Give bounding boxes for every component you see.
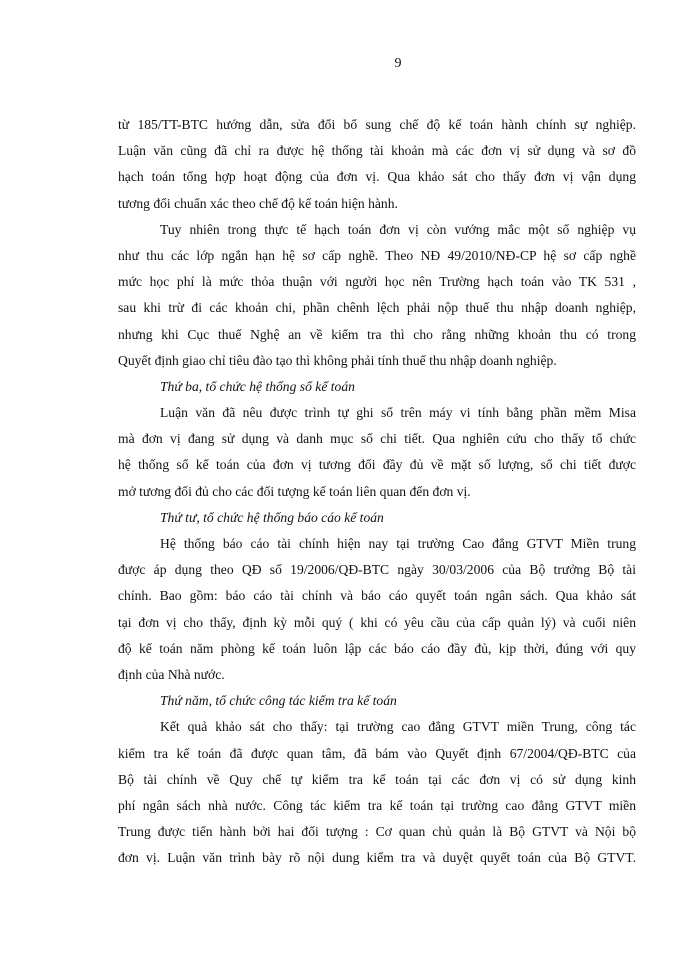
section-heading: Thứ năm, tổ chức công tác kiểm tra kế toán [160, 693, 397, 709]
text-line: tại đơn vị cho thấy, định kỳ mỗi quý ( khi có yêu cầu của cấp quản lý) và cuối niên [118, 614, 636, 630]
text-line: Tuy nhiên trong thực tế hạch toán đơn vị còn vướng mắc một số nghiệp vụ [160, 221, 636, 237]
text-line: mà đơn vị đang sử dụng và danh mục sổ chi tiết. Qua nghiên cứu cho thấy tổ chức [118, 431, 636, 447]
text-line: Luận văn đã nêu được trình tự ghi sổ trên máy vi tính bằng phần mềm Misa [160, 405, 636, 421]
document-body [118, 112, 636, 871]
text-line: nhưng khi Cục thuế Nghệ an về kiểm tra thì cho rằng những khoản thu có trong [118, 326, 636, 342]
text-line: được áp dụng theo QĐ số 19/2006/QĐ-BTC ngày 30/03/2006 của Bộ trưởng Bộ tài [118, 562, 636, 578]
text-line: tương đối chuẩn xác theo chế độ kế toán hiện hành. [118, 195, 398, 211]
text-line: đơn vị. Luận văn trình bày rõ nội dung kiểm tra và duyệt quyết toán của Bộ GTVT. [118, 850, 636, 866]
text-line: hạch toán tổng hợp hoạt động của đơn vị. Qua khảo sát cho thấy đơn vị vận dụng [118, 169, 636, 185]
page-number: 9 [394, 56, 402, 71]
text-line: kiểm tra kế toán đã được quan tâm, đã bám vào Quyết định 67/2004/QĐ-BTC của [118, 745, 636, 761]
text-line: Luận văn cũng đã chỉ ra được hệ thống tài khoản mà các đơn vị sử dụng và sơ đồ [118, 143, 636, 159]
text-line: mức học phí là mức thỏa thuận với người học nên Trường hạch toán vào TK 531 , [118, 274, 636, 290]
text-line: hệ thống sổ kế toán của đơn vị tương đối đầy đủ về mặt số lượng, sổ chi tiết được [118, 457, 636, 473]
text-line: phí ngân sách nhà nước. Công tác kiểm tra kế toán tại trường cao đẳng GTVT miền [118, 797, 636, 813]
text-line: sau khi trừ đi các khoản chi, phần chênh lệch phải nộp thuế thu nhập doanh nghiệp, [118, 300, 636, 316]
section-heading: Thứ ba, tổ chức hệ thống sổ kế toán [160, 378, 355, 394]
text-line: chính. Bao gồm: báo cáo tài chính và báo cáo quyết toán ngân sách. Qua khảo sát [118, 588, 636, 604]
text-line: độ kế toán năm phòng kế toán luôn lập các báo cáo đầy đủ, kịp thời, đúng với quy [118, 640, 636, 656]
text-line: Bộ tài chính về Quy chế tự kiểm tra kế toán tại các đơn vị có sử dụng kinh [118, 771, 636, 787]
text-line: Trung được tiến hành bởi hai đối tượng : Cơ quan chủ quản là Bộ GTVT và Nội bộ [118, 824, 636, 840]
text-line: từ 185/TT-BTC hướng dẫn, sửa đổi bổ sung chế độ kế toán hành chính sự nghiệp. [118, 117, 636, 132]
text-line: Kết quả khảo sát cho thấy: tại trường cao đẳng GTVT miền Trung, công tác [160, 719, 636, 735]
text-line: mở tương đối đủ cho các đối tượng kế toán liên quan đến đơn vị. [118, 483, 471, 499]
section-heading: Thứ tư, tổ chức hệ thống báo cáo kế toán [160, 509, 384, 525]
text-line: như thu các lớp ngắn hạn hệ sơ cấp nghề. Theo NĐ 49/2010/NĐ-CP hệ sơ cấp nghề [118, 247, 636, 263]
text-line: định của Nhà nước. [118, 666, 225, 682]
text-line: Hệ thống báo cáo tài chính hiện nay tại trường Cao đẳng GTVT Miền trung [160, 536, 636, 551]
text-line: Quyết định giao chỉ tiêu đào tạo thì không phải tính thuế thu nhập doanh nghiệp. [118, 352, 557, 368]
